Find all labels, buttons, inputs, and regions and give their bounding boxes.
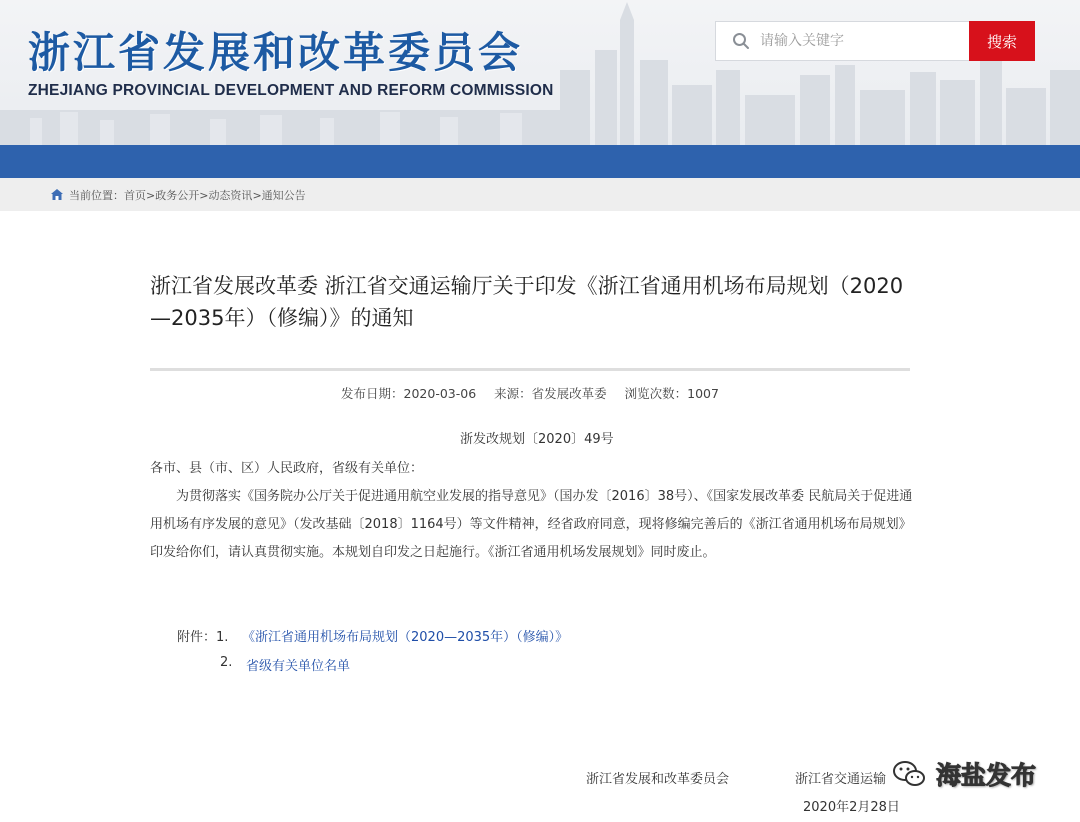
home-icon xyxy=(50,188,64,201)
article-source: 来源：省发展改革委 xyxy=(494,386,607,401)
salutation: 各市、县（市、区）人民政府，省级有关单位： xyxy=(150,461,424,476)
body-paragraph xyxy=(150,483,915,567)
watermark-text: 海盐发布 xyxy=(936,761,1037,790)
attachment-label: 附件：1. xyxy=(177,630,229,645)
document-number: 浙发改规划〔2020〕49号 xyxy=(460,432,614,447)
title-divider xyxy=(150,368,910,371)
signer-ndrc: 浙江省发展和改革委员会 xyxy=(586,772,730,787)
breadcrumb-sep: > xyxy=(199,189,209,202)
breadcrumb-sep: > xyxy=(252,189,262,202)
search-input[interactable] xyxy=(760,28,960,54)
site-header xyxy=(0,0,1080,145)
view-count: 浏览次数：1007 xyxy=(624,386,719,401)
sign-date: 2020年2月28日 xyxy=(803,800,900,815)
body-text: 为贯彻落实《国务院办公厅关于促进通用航空业发展的指导意见》（国办发〔2016〕38号）、《国家发展改革委 民航局关于促进通用机场有序发展的意见》（发改基础〔2018〕1164号）等文件精神，经省政府同意，现将修编完善后的《浙江省通用机场布局规划》印发给你们，请认真贯彻实施。本规划自印发之日起施行。《浙江省通用机场发展规划》同时废止。 xyxy=(150,489,913,560)
breadcrumb-sep: > xyxy=(146,189,156,202)
article-title: 浙江省发展改革委 浙江省交通运输厅关于印发《浙江省通用机场布局规划（2020—2035年）（修编）》的通知 xyxy=(150,274,904,330)
site-title: 浙江省发展和改革委员会 xyxy=(28,28,524,77)
breadcrumb-home[interactable]: 首页 xyxy=(124,189,146,202)
article-meta xyxy=(0,384,1060,402)
search-button[interactable]: 搜索 xyxy=(969,21,1035,61)
attachment-link-2[interactable]: 省级有关单位名单 xyxy=(246,659,351,674)
search-box xyxy=(715,21,971,61)
nav-band xyxy=(0,145,1080,178)
breadcrumb xyxy=(0,178,1080,211)
wechat-watermark xyxy=(892,752,1052,796)
publish-date: 发布日期：2020-03-06 xyxy=(341,386,477,401)
breadcrumb-gov-affairs[interactable]: 政务公开 xyxy=(155,189,200,202)
wechat-icon xyxy=(892,760,926,788)
site-subtitle: ZHEJIANG PROVINCIAL DEVELOPMENT AND REFORM COMMISSION xyxy=(28,82,554,99)
breadcrumb-news[interactable]: 动态资讯 xyxy=(208,189,253,202)
signer-transport: 浙江省交通运输 xyxy=(795,772,887,787)
search-icon xyxy=(732,32,750,50)
attachment-number-2: 2. xyxy=(220,655,233,670)
breadcrumb-prefix: 当前位置： xyxy=(69,189,124,202)
breadcrumb-notices[interactable]: 通知公告 xyxy=(261,189,306,202)
attachment-link-1[interactable]: 《浙江省通用机场布局规划（2020—2035年）（修编）》 xyxy=(242,630,569,645)
breadcrumb-trail xyxy=(69,187,306,203)
